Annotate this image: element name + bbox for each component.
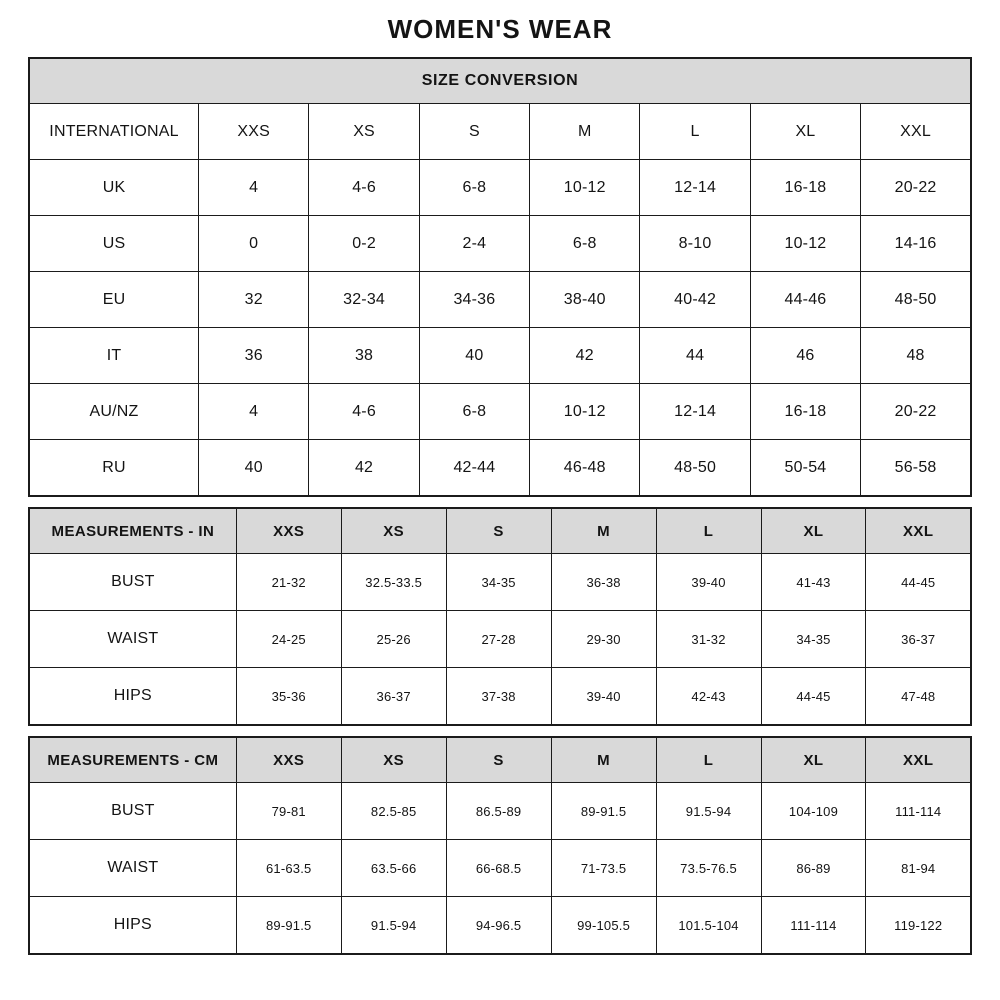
table-cell: 10-12 <box>530 384 640 440</box>
table-cell: 42 <box>309 440 419 497</box>
measurements-in-table <box>28 507 972 726</box>
table-row <box>29 668 971 726</box>
table-cell: 111-114 <box>866 783 971 840</box>
table-title: MEASUREMENTS - IN <box>29 508 236 554</box>
table-cell: 82.5-85 <box>341 783 446 840</box>
table-cell: 42-44 <box>419 440 529 497</box>
table-cell: 44 <box>640 328 750 384</box>
table-cell: 27-28 <box>446 611 551 668</box>
table-title: SIZE CONVERSION <box>29 58 971 104</box>
table-cell: 10-12 <box>530 160 640 216</box>
row-label: WAIST <box>29 611 236 668</box>
column-header: L <box>640 104 750 160</box>
column-header: S <box>446 508 551 554</box>
table-cell: 24-25 <box>236 611 341 668</box>
table-cell: 16-18 <box>750 160 860 216</box>
table-cell: 86.5-89 <box>446 783 551 840</box>
column-header: XXL <box>861 104 971 160</box>
table-row <box>29 440 971 497</box>
column-header: XL <box>761 737 866 783</box>
table-header-row <box>29 508 971 554</box>
table-cell: 101.5-104 <box>656 897 761 955</box>
size-conversion-table <box>28 57 972 497</box>
table-row <box>29 272 971 328</box>
table-cell: 32 <box>199 272 309 328</box>
table-cell: 44-45 <box>761 668 866 726</box>
table-cell: 63.5-66 <box>341 840 446 897</box>
table-cell: 12-14 <box>640 384 750 440</box>
table-cell: 0-2 <box>309 216 419 272</box>
table-cell: 0 <box>199 216 309 272</box>
table-cell: 36-38 <box>551 554 656 611</box>
table-cell: 73.5-76.5 <box>656 840 761 897</box>
table-cell: 34-35 <box>446 554 551 611</box>
table-row <box>29 783 971 840</box>
measurements-cm-table <box>28 736 972 955</box>
column-header: XS <box>341 508 446 554</box>
table-cell: 38 <box>309 328 419 384</box>
table-cell: 44-45 <box>866 554 971 611</box>
table-header-row <box>29 737 971 783</box>
column-header: XXL <box>866 737 971 783</box>
table-row <box>29 384 971 440</box>
table-cell: 12-14 <box>640 160 750 216</box>
table-row <box>29 611 971 668</box>
table-cell: 40 <box>199 440 309 497</box>
table-row <box>29 328 971 384</box>
table-cell: 41-43 <box>761 554 866 611</box>
table-row <box>29 216 971 272</box>
table-cell: 48-50 <box>640 440 750 497</box>
table-cell: 34-35 <box>761 611 866 668</box>
row-label: UK <box>29 160 199 216</box>
table-cell: 36-37 <box>866 611 971 668</box>
table-cell: 4 <box>199 160 309 216</box>
column-header: XXS <box>199 104 309 160</box>
table-cell: 6-8 <box>530 216 640 272</box>
column-header: M <box>551 737 656 783</box>
column-header: S <box>446 737 551 783</box>
table-cell: 2-4 <box>419 216 529 272</box>
table-cell: 34-36 <box>419 272 529 328</box>
table-cell: 79-81 <box>236 783 341 840</box>
table-row <box>29 897 971 955</box>
column-header: XL <box>761 508 866 554</box>
table-cell: 50-54 <box>750 440 860 497</box>
page-title: WOMEN'S WEAR <box>387 14 613 44</box>
table-cell: 6-8 <box>419 160 529 216</box>
table-cell: 46 <box>750 328 860 384</box>
table-cell: 91.5-94 <box>656 783 761 840</box>
table-cell: 4 <box>199 384 309 440</box>
row-label: IT <box>29 328 199 384</box>
row-label: BUST <box>29 554 236 611</box>
table-header-row <box>29 104 971 160</box>
table-cell: 48 <box>861 328 971 384</box>
column-header: L <box>656 508 761 554</box>
table-cell: 25-26 <box>341 611 446 668</box>
table-cell: 40 <box>419 328 529 384</box>
table-cell: 4-6 <box>309 384 419 440</box>
table-cell: 31-32 <box>656 611 761 668</box>
table-row <box>29 160 971 216</box>
table-cell: 20-22 <box>861 160 971 216</box>
column-header: XXL <box>866 508 971 554</box>
column-header: M <box>551 508 656 554</box>
table-cell: 42-43 <box>656 668 761 726</box>
table-cell: 36 <box>199 328 309 384</box>
table-cell: 61-63.5 <box>236 840 341 897</box>
table-cell: 35-36 <box>236 668 341 726</box>
table-cell: 6-8 <box>419 384 529 440</box>
table-cell: 119-122 <box>866 897 971 955</box>
table-cell: 32.5-33.5 <box>341 554 446 611</box>
row-label: US <box>29 216 199 272</box>
table-cell: 36-37 <box>341 668 446 726</box>
table-cell: 16-18 <box>750 384 860 440</box>
table-cell: 71-73.5 <box>551 840 656 897</box>
table-cell: 44-46 <box>750 272 860 328</box>
column-header: XXS <box>236 508 341 554</box>
column-header: L <box>656 737 761 783</box>
table-cell: 47-48 <box>866 668 971 726</box>
table-cell: 40-42 <box>640 272 750 328</box>
table-cell: 104-109 <box>761 783 866 840</box>
table-cell: 37-38 <box>446 668 551 726</box>
table-cell: 111-114 <box>761 897 866 955</box>
table-cell: 39-40 <box>551 668 656 726</box>
table-cell: 99-105.5 <box>551 897 656 955</box>
column-header: XL <box>750 104 860 160</box>
table-row <box>29 554 971 611</box>
table-row <box>29 840 971 897</box>
row-label: RU <box>29 440 199 497</box>
table-cell: 42 <box>530 328 640 384</box>
table-cell: 48-50 <box>861 272 971 328</box>
table-cell: 81-94 <box>866 840 971 897</box>
column-header: INTERNATIONAL <box>29 104 199 160</box>
table-cell: 66-68.5 <box>446 840 551 897</box>
row-label: AU/NZ <box>29 384 199 440</box>
column-header: XS <box>341 737 446 783</box>
row-label: WAIST <box>29 840 236 897</box>
table-cell: 94-96.5 <box>446 897 551 955</box>
table-cell: 20-22 <box>861 384 971 440</box>
row-label: HIPS <box>29 897 236 955</box>
table-cell: 56-58 <box>861 440 971 497</box>
column-header: XS <box>309 104 419 160</box>
table-cell: 89-91.5 <box>236 897 341 955</box>
table-title: MEASUREMENTS - CM <box>29 737 236 783</box>
table-cell: 86-89 <box>761 840 866 897</box>
table-cell: 29-30 <box>551 611 656 668</box>
column-header: M <box>530 104 640 160</box>
table-cell: 21-32 <box>236 554 341 611</box>
table-cell: 4-6 <box>309 160 419 216</box>
table-cell: 89-91.5 <box>551 783 656 840</box>
table-cell: 14-16 <box>861 216 971 272</box>
row-label: EU <box>29 272 199 328</box>
table-cell: 46-48 <box>530 440 640 497</box>
row-label: HIPS <box>29 668 236 726</box>
table-cell: 32-34 <box>309 272 419 328</box>
row-label: BUST <box>29 783 236 840</box>
table-cell: 8-10 <box>640 216 750 272</box>
table-cell: 10-12 <box>750 216 860 272</box>
table-cell: 38-40 <box>530 272 640 328</box>
column-header: XXS <box>236 737 341 783</box>
table-cell: 39-40 <box>656 554 761 611</box>
table-cell: 91.5-94 <box>341 897 446 955</box>
column-header: S <box>419 104 529 160</box>
table-title-row <box>29 58 971 104</box>
